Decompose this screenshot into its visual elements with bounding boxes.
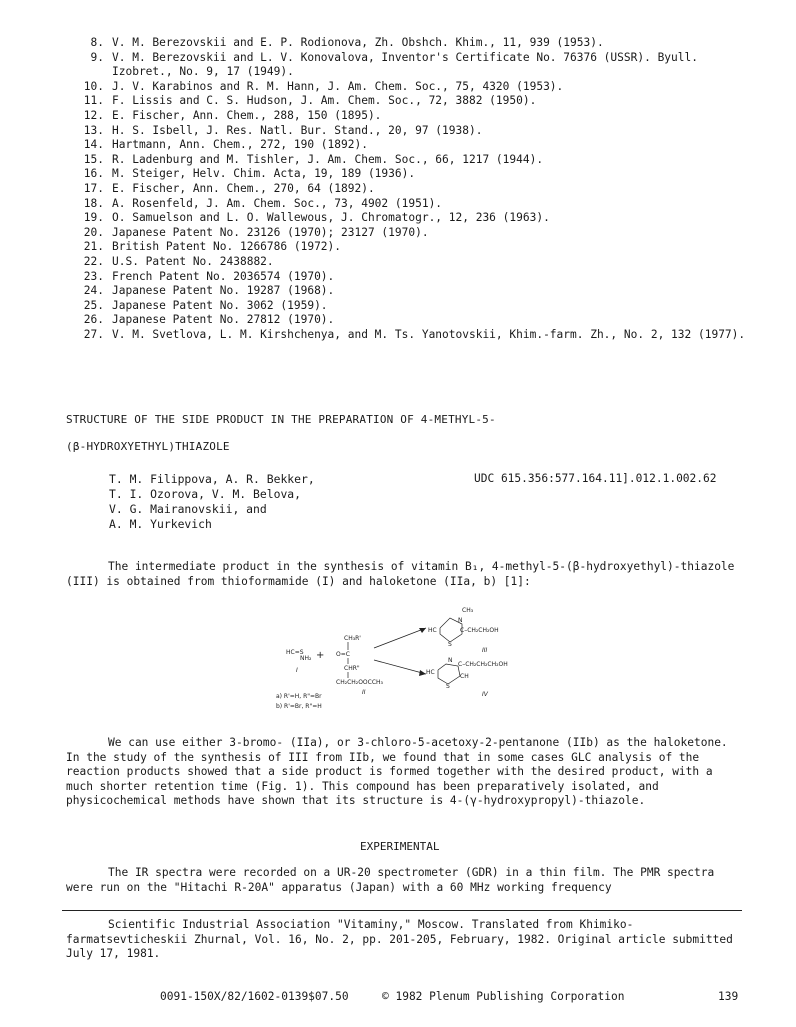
reference-item: 17. E. Fischer, Ann. Chem., 270, 64 (1892). [83,181,375,195]
ketone-carbonyl: O=C [336,651,350,658]
ketone-top: CH₃R' [344,635,361,642]
reference-item: 26. Japanese Patent No. 27812 (1970). [83,313,335,327]
footnote: Scientific Industrial Association "Vitaminy," Moscow. Translated from Khimiko-farmatsevticheskii Zhurnal, Vol. 16, No. 2, pp. 201-205, February, 1982. Original article submitted July 17, 1981. [66,918,733,961]
reactant-I-amine: NH₂ [300,655,312,662]
reactant-I: HC=S [286,649,304,656]
udc-code: UDC 615.356:577.164.11].012.1.002.62 [474,472,717,485]
page-number: 139 [718,990,739,1003]
section-heading: EXPERIMENTAL [360,840,440,853]
reference-item: 8. V. M. Berezovskii and E. P. Rodionova, Zh. Obshch. Khim., 11, 939 (1953). [90,36,604,49]
footer-code: 0091-150X/82/1602-0139$07.50 [160,990,349,1003]
product-III-methyl: CH₃ [462,607,474,614]
product-III-s: S [448,641,452,648]
reference-item: 20. Japanese Patent No. 23126 (1970); 23127 (1970). [83,225,429,239]
product-IV-n: N [448,657,453,664]
reference-item: 18. A. Rosenfeld, J. Am. Chem. Soc., 73, 4902 (1951). [83,196,443,210]
product-IV-hc: HC [426,669,435,676]
reference-item: 15. R. Ladenburg and M. Tishler, J. Am. Chem. Soc., 66, 1217 (1944). [83,152,544,166]
plus-sign: + [316,650,325,661]
footnote-divider [62,910,742,911]
label-IV: IV [482,691,488,698]
experimental-paragraph: The IR spectra were recorded on a UR-20 spectrometer (GDR) in a thin film. The PMR spectra were run on the "Hitachi R-20A" apparatus (Japan) with a 60 MHz working frequency [66,866,715,894]
reference-item: 24. Japanese Patent No. 19287 (1968). [83,284,335,298]
author-list [109,472,315,532]
article-title-line-2: (β-HYDROXYETHYL)THIAZOLE [66,440,230,453]
reference-item: 10. J. V. Karabinos and R. M. Hann, J. Am. Chem. Soc., 75, 4320 (1953). [83,79,564,93]
condition-b: b) R'=Br, R"=H [276,703,322,710]
reference-item: 23. French Patent No. 2036574 (1970). [83,269,335,283]
reference-item: 11. F. Lissis and C. S. Hudson, J. Am. Chem. Soc., 72, 3882 (1950). [83,94,537,108]
reference-item: 22. U.S. Patent No. 2438882. [83,254,274,268]
ketone-chr: CHR" [344,665,360,672]
condition-a: a) R'=H, R"=Br [276,693,322,700]
reference-item: 9. V. M. Berezovskii and L. V. Konovalova, Inventor's Certificate No. 76376 (USSR). Byull. Izobret., No. 9, 17 (1949). [90,50,698,79]
reference-item: 16. M. Steiger, Helv. Chim. Acta, 19, 189 (1936). [83,167,416,181]
product-III-chain: C–CH₂CH₂OH [460,627,499,634]
label-II: II [362,689,366,696]
product-IV-ch: CH [460,673,469,680]
author-line: V. G. Mairanovskii, and [109,502,267,516]
product-III-n: N [458,617,463,624]
author-line: T. M. Filippova, A. R. Bekker, [109,472,315,486]
ketone-chain: CH₂CH₂OOCCH₃ [336,679,383,686]
reaction-scheme [276,604,546,712]
reference-item: 21. British Patent No. 1266786 (1972). [83,240,342,254]
article-title-line-1: STRUCTURE OF THE SIDE PRODUCT IN THE PREPARATION OF 4-METHYL-5- [66,413,496,426]
reference-item: 25. Japanese Patent No. 3062 (1959). [83,298,328,312]
reference-list [68,36,748,342]
reference-item: 14. Hartmann, Ann. Chem., 272, 190 (1892). [83,138,368,152]
product-IV-s: S [446,683,450,690]
author-line: T. I. Ozorova, V. M. Belova, [109,487,302,501]
reference-item: 12. E. Fischer, Ann. Chem., 288, 150 (1895). [83,108,382,122]
label-III: III [482,647,488,654]
reference-item: 19. O. Samuelson and L. O. Wallewous, J. Chromatogr., 12, 236 (1963). [83,211,550,225]
author-line: A. M. Yurkevich [109,517,212,531]
reference-item: 13. H. S. Isbell, J. Res. Natl. Bur. Stand., 20, 97 (1938). [83,123,483,137]
product-III-hc: HC [428,627,437,634]
label-I: I [296,667,298,674]
footer-copyright: © 1982 Plenum Publishing Corporation [382,990,625,1003]
body-paragraph: We can use either 3-bromo- (IIa), or 3-chloro-5-acetoxy-2-pentanone (IIb) as the haloketone. In the study of the synthesis of III from IIb, we found that in some cases GLC analysis of the reaction products showed that a side product is formed together with the desired product, with a much shorter retention time (Fig. 1). This compound has been preparatively isolated, and physicochemical methods have shown that its structure is 4-(γ-hydroxypropyl)-thiazole. [66,736,728,808]
intro-paragraph: The intermediate product in the synthesis of vitamin B₁, 4-methyl-5-(β-hydroxyethyl)-thiazole (III) is obtained from thioformamide (I) and haloketone (IIa, b) [1]: [66,560,735,588]
reference-item: 27. V. M. Svetlova, L. M. Kirshchenya, and M. Ts. Yanotovskii, Khim.-farm. Zh., No. 2, 132 (1977). [83,327,746,341]
product-IV-chain: C–CH₂CH₂CH₂OH [458,661,508,668]
